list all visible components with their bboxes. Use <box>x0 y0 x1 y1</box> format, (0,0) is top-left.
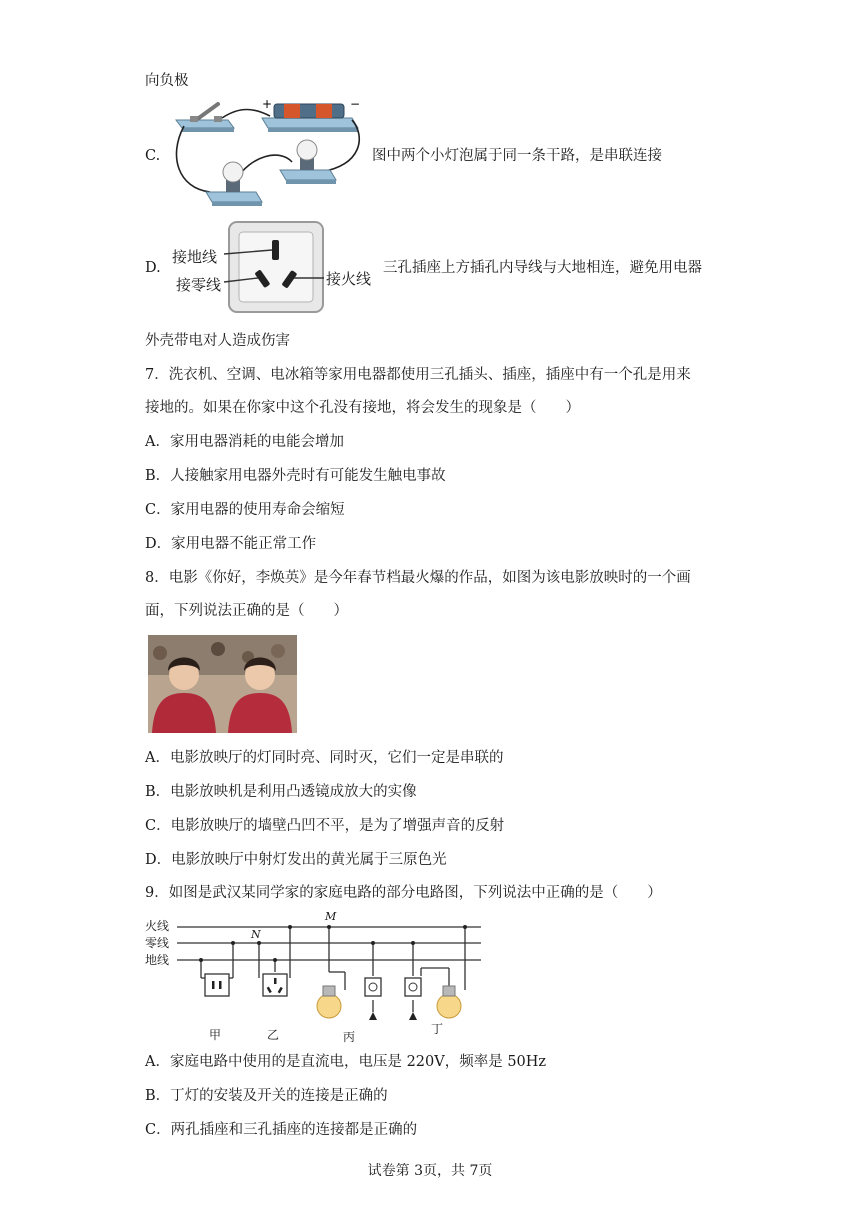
live-wire-label: 火线 <box>145 919 170 933</box>
option-label-d: D. <box>145 260 161 276</box>
switch-icon <box>365 978 381 996</box>
text-line: 外壳带电对人造成伤害 <box>145 333 290 349</box>
battery-base <box>262 118 358 128</box>
text-line: 向负极 <box>145 73 189 89</box>
point-n-label: N <box>251 928 261 941</box>
question-8-option-d: D．电影放映厅中射灯发出的黄光属于三原色光 <box>145 852 447 868</box>
live-label: 接火线 <box>326 270 372 288</box>
question-7-option-c: C．家用电器的使用寿命会缩短 <box>145 502 345 518</box>
page-footer: 试卷第 3页，共 7页 <box>367 1163 493 1179</box>
socket-figure <box>172 220 378 314</box>
question-8-line1: 8．电影《你好，李焕英》是今年春节档最火爆的作品，如图为该电影放映时的一个画 <box>145 570 691 586</box>
bulb-icon <box>297 140 317 160</box>
question-7-line1: 7．洗衣机、空调、电冰箱等家用电器都使用三孔插头、插座，插座中有一个孔是用来 <box>145 367 691 383</box>
ground-label: 接地线 <box>172 248 218 266</box>
battery-minus: − <box>350 97 361 111</box>
neutral-wire-label: 零线 <box>145 936 170 950</box>
question-8-line2: 面，下列说法正确的是（ ） <box>145 603 348 619</box>
label-jia: 甲 <box>209 1028 222 1042</box>
question-7-option-a: A．家用电器消耗的电能会增加 <box>145 434 344 450</box>
series-circuit-figure <box>170 96 365 212</box>
label-yi: 乙 <box>267 1028 280 1042</box>
ground-wire-label: 地线 <box>145 953 170 967</box>
point-m-label: M <box>325 910 337 923</box>
movie-still-image <box>148 635 297 733</box>
lamp-base-2 <box>280 170 336 180</box>
option-c-text: 图中两个小灯泡属于同一条干路，是串联连接 <box>372 148 662 164</box>
question-7-option-b: B．人接触家用电器外壳时有可能发生触电事故 <box>145 468 446 484</box>
label-bing: 丙 <box>343 1030 356 1044</box>
bulb-icon <box>317 994 341 1018</box>
switch-icon <box>405 978 421 996</box>
home-circuit-figure <box>145 912 485 1046</box>
battery-plus: + <box>262 97 273 111</box>
neutral-label: 接零线 <box>176 276 222 294</box>
lamp-base-1 <box>206 192 262 202</box>
label-ding: 丁 <box>431 1022 444 1036</box>
question-7-line2: 接地的。如果在你家中这个孔没有接地，将会发生的现象是（ ） <box>145 400 580 416</box>
bulb-icon <box>437 994 461 1018</box>
question-9-option-a: A．家庭电路中使用的是直流电，电压是 220V，频率是 50Hz <box>145 1054 547 1070</box>
question-9-option-c: C．两孔插座和三孔插座的连接都是正确的 <box>145 1122 418 1138</box>
question-9-line1: 9．如图是武汉某同学家的家庭电路的部分电路图，下列说法中正确的是（ ） <box>145 885 662 901</box>
option-d-text: 三孔插座上方插孔内导线与大地相连，避免用电器 <box>383 260 702 276</box>
bulb-icon <box>223 162 243 182</box>
question-8-option-b: B．电影放映机是利用凸透镜成放大的实像 <box>145 784 417 800</box>
question-9-option-b: B．丁灯的安装及开关的连接是正确的 <box>145 1088 388 1104</box>
option-label-c: C. <box>145 148 161 164</box>
question-8-option-a: A．电影放映厅的灯同时亮、同时灭，它们一定是串联的 <box>145 750 504 766</box>
ground-hole <box>272 240 279 260</box>
question-7-option-d: D．家用电器不能正常工作 <box>145 536 317 552</box>
two-hole-socket-icon <box>205 974 229 996</box>
question-8-option-c: C．电影放映厅的墙壁凸凹不平，是为了增强声音的反射 <box>145 818 505 834</box>
three-hole-socket-icon <box>263 974 287 996</box>
switch-base <box>176 120 234 128</box>
